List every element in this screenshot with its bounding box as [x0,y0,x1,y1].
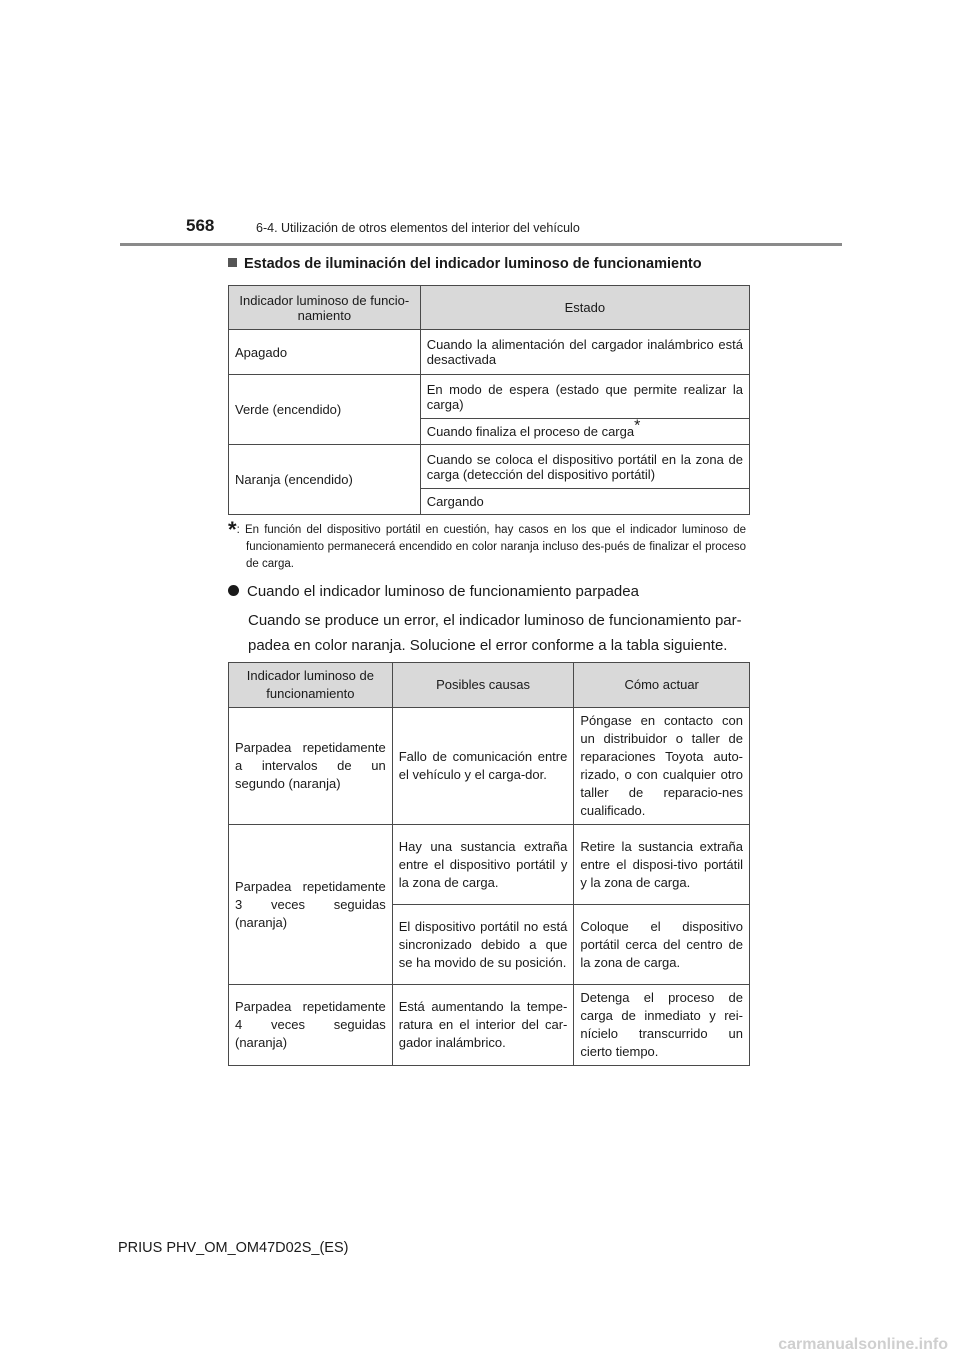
section-heading [228,256,702,272]
state-cell: Cuando se coloca el dispositivo portátil en la zona de carga (detección del dispositivo portátil) [420,445,749,489]
footnote-text: : En función del dispositivo portátil en cuestión, hay casos en los que el indicador luminoso de funcionamiento permanecerá encendido en color naranja incluso des-pués de finalizar el proceso de carga. [236,524,746,570]
header-divider [120,243,842,246]
section-header: 6-4. Utilización de otros elementos del interior del vehículo [256,221,580,235]
indicator-states-table [228,285,750,515]
document-code: PRIUS PHV_OM_OM47D02S_(ES) [118,1240,349,1256]
cause-cell: El dispositivo portátil no está sincronizado debido a que se ha movido de su posición. [392,905,574,985]
state-cell [420,419,749,445]
watermark: carmanualsonline.info [778,1336,948,1353]
bullet-heading [228,583,639,600]
table-row [229,375,750,419]
indicator-cell: Verde (encendido) [229,375,421,445]
section-heading-text: Estados de iluminación del indicador luminoso de funcionamiento [244,256,702,272]
cause-cell: Fallo de comunicación entre el vehículo y el carga-dor. [392,708,574,825]
state-cell: Cuando la alimentación del cargador inalámbrico está desactivada [420,330,749,375]
column-header: Indicador luminoso de funcionamiento [229,663,393,708]
bullet-body: Cuando se produce un error, el indicador luminoso de funcionamiento par-padea en color naranja. Solucione el error conforme a la tabla siguiente. [248,612,742,654]
indicator-cell: Naranja (encendido) [229,445,421,515]
indicator-cell: Parpadea repetidamente 4 veces seguidas (naranja) [229,985,393,1066]
table-header-row [229,286,750,330]
column-header: Posibles causas [392,663,574,708]
cause-cell: Está aumentando la tempe-ratura en el interior del car-gador inalámbrico. [392,985,574,1066]
action-cell: Detenga el proceso de carga de inmediato y rei-nícielo transcurrido un cierto tiempo. [574,985,750,1066]
cause-cell: Hay una sustancia extraña entre el dispositivo portátil y la zona de carga. [392,825,574,905]
column-header: Indicador luminoso de funcio-namiento [229,286,421,330]
action-cell: Póngase en contacto con un distribuidor o taller de reparaciones Toyota auto-rizado, o con cualquier otro taller de reparacio-nes cualificado. [574,708,750,825]
indicator-cell: Parpadea repetidamente 3 veces seguidas (naranja) [229,825,393,985]
state-cell: En modo de espera (estado que permite realizar la carga) [420,375,749,419]
table-header-row [229,663,750,708]
square-bullet-icon [228,258,237,267]
column-header: Estado [420,286,749,330]
round-bullet-icon [228,585,239,596]
action-cell: Coloque el dispositivo portátil cerca del centro de la zona de carga. [574,905,750,985]
action-cell: Retire la sustancia extraña entre el disposi-tivo portátil y la zona de carga. [574,825,750,905]
state-text: Cuando finaliza el proceso de carga [426,424,635,439]
table-row [229,985,750,1066]
table-row [229,445,750,489]
table-row [229,825,750,905]
indicator-cell: Apagado [229,330,421,375]
footnote-marker: * [634,417,641,435]
table-row [229,330,750,375]
footnote-star: * [228,517,237,542]
table-row [229,708,750,825]
bullet-title-text: Cuando el indicador luminoso de funcionamiento parpadea [247,583,639,600]
indicator-cell: Parpadea repetidamente a intervalos de un segundo (naranja) [229,708,393,825]
footnote [228,517,746,573]
state-cell: Cargando [420,489,749,515]
page-number: 568 [186,216,215,235]
blinking-troubleshooting-table [228,662,750,1066]
column-header: Cómo actuar [574,663,750,708]
